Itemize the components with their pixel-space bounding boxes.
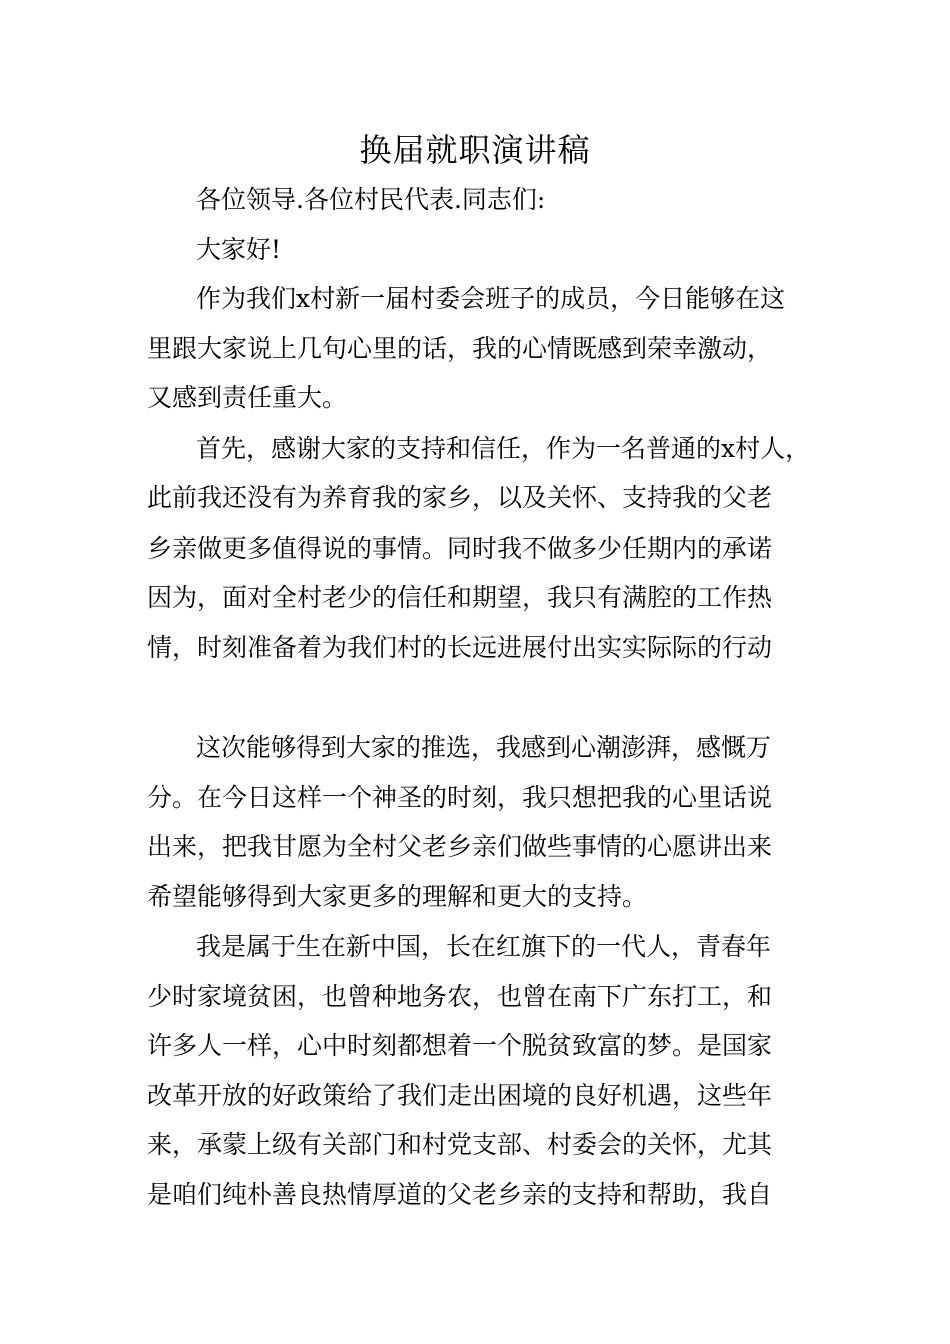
paragraph-line: 乡亲做更多值得说的事情。同时我不做多少任期内的承诺: [147, 534, 773, 563]
paragraph-line: 许多人一样，心中时刻都想着一个脱贫致富的梦。是国家: [147, 1031, 773, 1060]
paragraph-line: 又感到责任重大。: [147, 383, 348, 412]
paragraph-line: 来，承蒙上级有关部门和村党支部、村委会的关怀，尤其: [147, 1130, 773, 1159]
paragraph-line: 是咱们纯朴善良热情厚道的父老乡亲的支持和帮助，我自: [147, 1180, 773, 1209]
paragraph-line: 此前我还没有为养育我的家乡，以及关怀、支持我的父老: [147, 483, 773, 512]
greeting-line: 大家好!: [196, 235, 282, 264]
paragraph-line: 我是属于生在新中国，长在红旗下的一代人，青春年: [196, 932, 772, 961]
paragraph-line: 这次能够得到大家的推选，我感到心潮澎湃，感慨万: [196, 733, 772, 762]
paragraph-line: 改革开放的好政策给了我们走出困境的良好机遇，这些年: [147, 1081, 773, 1110]
paragraph-line: 作为我们x村新一届村委会班子的成员，今日能够在这: [196, 284, 786, 313]
paragraph-line: 出来，把我甘愿为全村父老乡亲们做些事情的心愿讲出来: [147, 832, 773, 861]
paragraph-line: 分。在今日这样一个神圣的时刻，我只想把我的心里话说: [147, 783, 773, 812]
document-title: 换届就职演讲稿: [359, 131, 591, 169]
paragraph-line: 少时家境贫困，也曾种地务农，也曾在南下广东打工，和: [147, 982, 773, 1011]
paragraph-line: 因为，面对全村老少的信任和期望，我只有满腔的工作热: [147, 583, 773, 612]
paragraph-line: 希望能够得到大家更多的理解和更大的支持。: [147, 882, 648, 911]
paragraph-line: 里跟大家说上几句心里的话，我的心情既感到荣幸激动，: [147, 334, 773, 363]
salutation-line: 各位领导.各位村民代表.同志们:: [196, 185, 546, 214]
paragraph-line: 首先，感谢大家的支持和信任，作为一名普通的x村人，: [196, 434, 811, 463]
paragraph-line: 情，时刻准备着为我们村的长远进展付出实实际际的行动: [147, 633, 773, 662]
